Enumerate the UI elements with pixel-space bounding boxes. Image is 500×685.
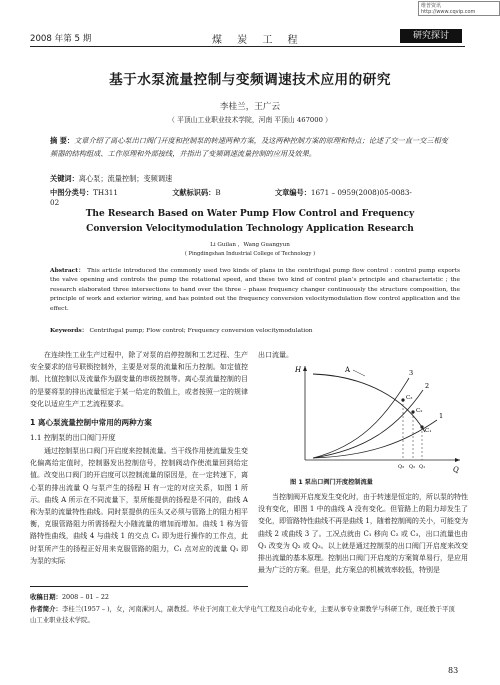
clc-item <box>50 188 144 197</box>
doc-code-value: B <box>215 188 221 197</box>
section-1-1-heading: 1.1 控制泵的出口阀门开度 <box>30 433 116 442</box>
doc-code-item <box>172 188 246 197</box>
curve-a-leader <box>353 370 365 376</box>
q3-label: Q₃ <box>398 464 405 470</box>
article-affiliation: （ 平顶山工业职业技术学院，河南 平顶山 467000 ） <box>168 116 332 124</box>
english-title <box>30 207 470 237</box>
section-1-heading: 1 离心泵流量控制中常用的两种方案 <box>30 418 152 427</box>
pump-curve-a <box>313 374 425 432</box>
abstract-text: 文章介绍了离心泵出口阀门开度和控制泵的转速两种方案，及这两种控制方案的原理和特点；论述了交一直一交三相变频器的结构组成、工作原理和外部接线，并指出了变频调速流量控制的应用及效果。 <box>50 136 448 158</box>
article-title: 基于水泵流量控制与变频调速技术应用的研究 <box>109 72 391 88</box>
right-paragraph: 当控制阀开启度发生变化时，由于转速是恒定的，所以泵的特性没有变化，即图 1 中的曲线 A 没有变化。但管路上的阻力却发生了变化，即管路特性曲线不再是曲线 1，随着控制阀的关小，可能变为曲线 2 或曲线 3 了。工况点就由 C₁ 移向 C₂ 或 C₃，出口流量也由 Q₁ 改变为 Q₂ 或 Q₃。以上就是通过控制泵的出口阀门开启度来改变排出流量的基本原理。控制出口阀门开启度的方案简单易行，是应用最为广泛的方案。但是，此方案总的机械效率较低，特别是 <box>258 493 468 575</box>
received-label: 收稿日期： <box>30 593 62 601</box>
english-affiliation: ( Pingdingshan Industrial College of Technology ) <box>184 251 316 257</box>
article-authors: 李桂兰，王广云 <box>219 102 281 112</box>
y-axis-arrow <box>303 366 307 371</box>
received-date <box>30 592 460 603</box>
english-keywords <box>50 325 460 334</box>
english-authors: Li Guilan ，Wang Guangyun <box>210 242 290 248</box>
received-value: 2008 – 01 – 22 <box>61 593 109 601</box>
x-axis-label: Q <box>453 466 459 474</box>
english-abstract-text: This article introduced the commonly used two kinds of plans in the centrifugal pump flow control : control pump exports the valve opening and controls the pump the rotational speed, and these two kind of control plan’s principle and characteristic ; the research elaborated three intersections to hand over the three – phase frequency changer continuously the structure composition, the principle of work and exterior wiring, and has pointed out the frequency conversion velocitymodulation flow control application and the effect. <box>50 268 460 312</box>
curve-2-label: 2 <box>425 382 430 390</box>
figure-1-caption: 图 1 泵出口阀门开度控制流量 <box>290 479 373 486</box>
point-c1-label: C₁ <box>425 428 432 434</box>
english-abstract <box>50 266 460 314</box>
curve-1-label: 1 <box>439 412 444 420</box>
q2-label: Q₂ <box>409 464 416 470</box>
keywords-label: 关键词： <box>50 174 79 183</box>
section-1-1-paragraph: 通过控制泵出口阀门开启度来控制流量。当干线作用使流量发生变化偏离给定值时，控制器发出控制信号，控制阀动作使流量回到给定值。改变出口阀门的开启度可以控制流量的原因是，在一定转速下，离心泵的排出流量 Q 与泵产生的扬程 H 有一定的对应关系，如图 1 所示。曲线 A 所示在不同流量下，泵所能提供的扬程是不同的，曲线 A 称为泵的流量特性曲线。同时泵提供的压头又必须与管路上的阻力相平衡，克服管路阻力所需扬程大小随流量的增加而增加。曲线 1 称为管路特性曲线，曲线 4 与曲线 1 的交点 C₁ 即为进行操作的工作点，此时泵所产生的扬程正好用来克服管路的阻力，C₁ 点对应的流量 Q₁ 即为泵的实际 <box>30 447 248 565</box>
y-axis-label: H <box>295 366 302 374</box>
clc-label: 中图分类号： <box>50 188 94 197</box>
x-axis-arrow <box>455 458 460 462</box>
pipe-curve-3 <box>313 378 409 458</box>
clc-value: TH311 <box>93 188 118 197</box>
header-rule <box>30 46 465 47</box>
journal-name: 煤 炭 工 程 <box>212 35 304 46</box>
english-keywords-label: Keywords： <box>50 327 88 334</box>
author-bio <box>30 604 460 626</box>
curve-3-label: 3 <box>409 369 414 377</box>
page-number: 83 <box>448 666 459 675</box>
keywords-cn <box>50 174 455 184</box>
point-c3-label: C₃ <box>406 395 413 401</box>
doc-code-label: 文献标识码： <box>172 188 216 197</box>
classification-line <box>50 188 455 207</box>
keywords-text: 离心泵；流量控制；变频调速 <box>78 174 173 183</box>
abstract-label: 摘 要： <box>50 136 75 145</box>
point-c2-label: C₂ <box>416 408 423 414</box>
article-no-value: 1671 – 0959(2008)05-0083-02 <box>50 188 412 207</box>
right-top-text: 出口流量。 <box>258 351 293 359</box>
article-no-label: 文章编号： <box>274 188 311 197</box>
column-tag: 研究探讨 <box>400 29 462 43</box>
intro-paragraph: 在连续性工业生产过程中，除了对泵的启停控制和工艺过程、生产安全要求的信号联锁控制外，主要是对泵的流量和压力控制。如定值控制、比值控制以及流量作为副变量的串级控制等。离心泵流量控制的目的是要将泵的排出流量恒定于某一给定的数值上，或者按照一定的规律变化以适应生产工艺流程要求。 <box>30 351 248 408</box>
author-bio-label: 作者简介： <box>30 605 62 613</box>
issue-label: 2008 年第 5 期 <box>30 34 92 44</box>
english-keywords-text: Centrifugal pump; Flow control; Frequency conversion velocitymodulation <box>89 328 313 334</box>
figure-1-diagram <box>275 360 470 475</box>
footnote-rule <box>30 586 248 587</box>
watermark: 维普资讯 http://www.cqvip.com <box>418 1 500 16</box>
abstract-cn <box>50 134 455 160</box>
q1-label: Q₁ <box>419 464 426 470</box>
english-abstract-label: Abstract： <box>50 267 85 274</box>
english-title-line1: The Research Based on Water Pump Flow Control and Frequency <box>85 209 415 219</box>
english-title-line2: Conversion Velocitymodulation Technology Application Research <box>86 224 414 234</box>
curve-a-label: A <box>345 366 351 374</box>
author-bio-text: 李桂兰(1957 – )，女，河南漯河人，副教授。毕业于河南工业大学电气工程及自动化专业，主要从事专业课教学与科研工作，现任教于平顶山工业职业技术学院。 <box>30 605 455 624</box>
